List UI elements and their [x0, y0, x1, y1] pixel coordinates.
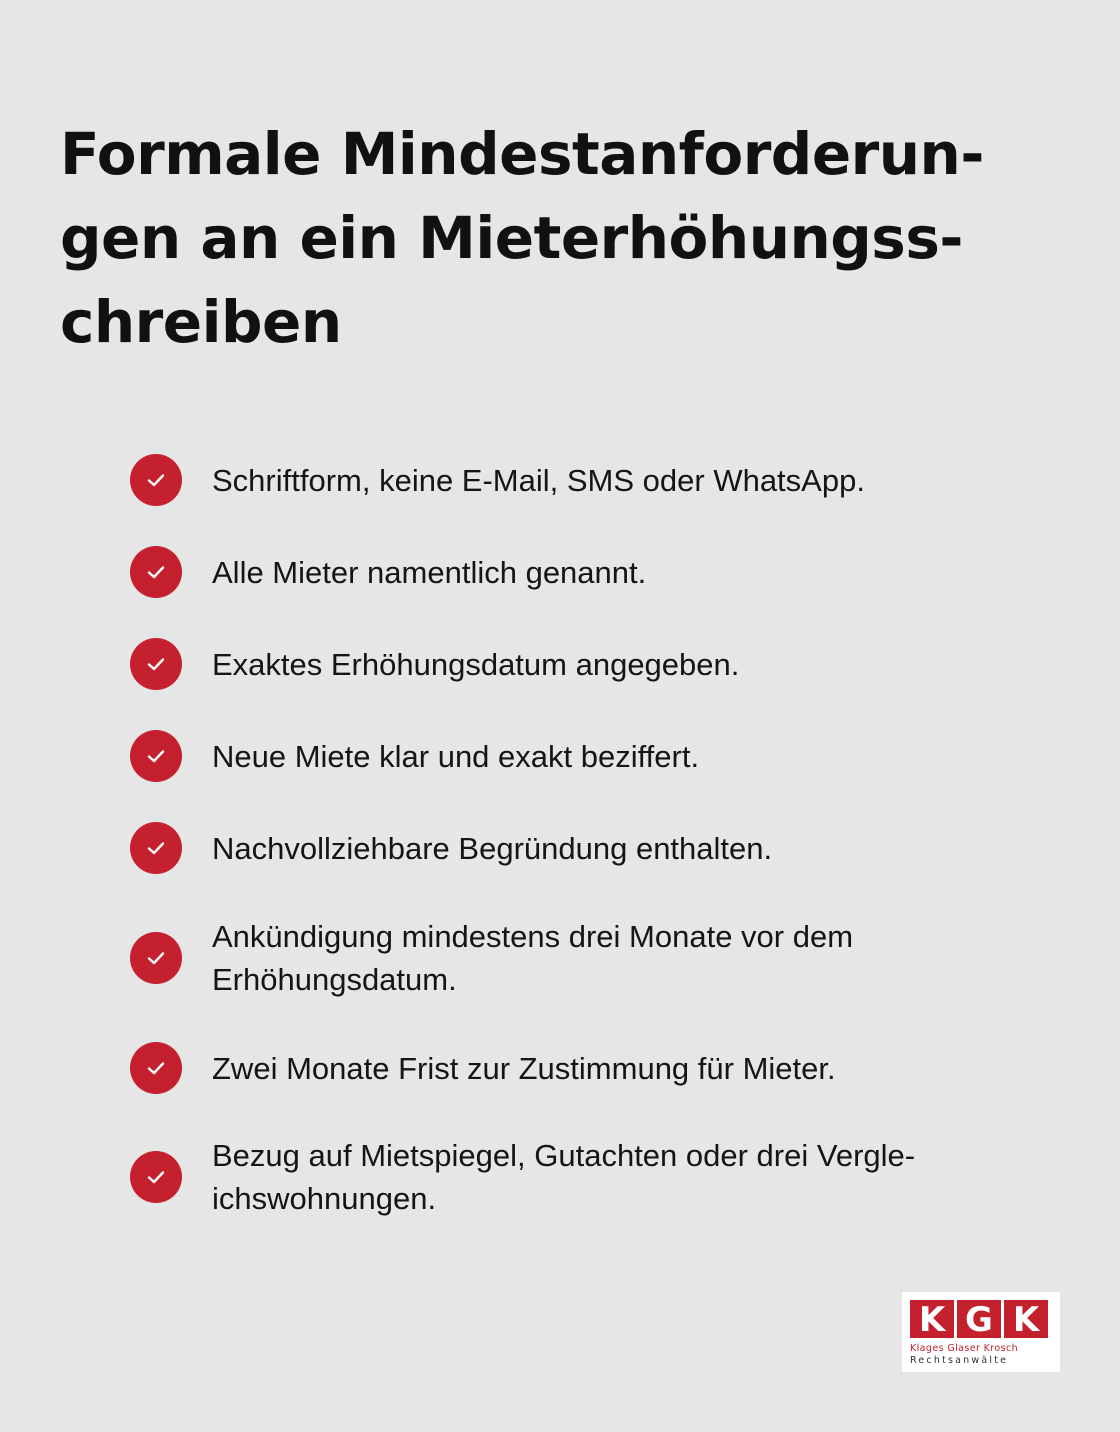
- logo-letters: [910, 1300, 1051, 1338]
- check-icon: [130, 730, 182, 782]
- logo-letter: K: [1004, 1300, 1048, 1338]
- checklist-item-text: Nachvollziehbare Begründung enthalten.: [212, 830, 773, 866]
- check-icon: [130, 1042, 182, 1094]
- check-icon: [130, 822, 182, 874]
- checklist-item: [130, 546, 1010, 598]
- title-line: chreiben: [60, 288, 342, 356]
- checklist-item: [130, 822, 1010, 874]
- check-icon: [130, 638, 182, 690]
- checklist-item-text: Ankündigung mindestens drei Monate vor dem Erhöhungsdatum.: [212, 919, 854, 997]
- checklist-item: [130, 730, 1010, 782]
- logo-partner-names: Klages Glaser Krosch: [910, 1343, 1019, 1354]
- checklist-item: [130, 1134, 1010, 1220]
- logo-letter: G: [957, 1300, 1001, 1338]
- check-icon: [130, 1151, 182, 1203]
- logo-letter: K: [910, 1300, 954, 1338]
- title-line: gen an ein Mieterhöhungss-: [60, 204, 963, 272]
- checklist-item-text: Schriftform, keine E-Mail, SMS oder WhatsApp.: [212, 462, 865, 498]
- checklist-item-text: Exaktes Erhöhungsdatum angegeben.: [212, 646, 740, 682]
- checklist-item: [130, 915, 1010, 1001]
- checklist-item-text: Neue Miete klar und exakt beziffert.: [212, 738, 700, 774]
- logo-subtitle: Rechtsanwälte: [910, 1355, 1009, 1366]
- kgk-logo: [902, 1292, 1060, 1372]
- checklist-item-text: Bezug auf Mietspiegel, Gutachten oder drei Vergle- ichswohnungen.: [212, 1138, 916, 1216]
- check-icon: [130, 454, 182, 506]
- title-line: Formale Mindestanforderun-: [60, 120, 984, 188]
- checklist-item: [130, 638, 1010, 690]
- check-icon: [130, 546, 182, 598]
- page-title: [60, 112, 1060, 364]
- checklist-item-text: Zwei Monate Frist zur Zustimmung für Mieter.: [212, 1050, 836, 1086]
- checklist-item: [130, 1042, 1010, 1094]
- check-icon: [130, 932, 182, 984]
- checklist-item-text: Alle Mieter namentlich genannt.: [212, 554, 647, 590]
- checklist-item: [130, 454, 1010, 506]
